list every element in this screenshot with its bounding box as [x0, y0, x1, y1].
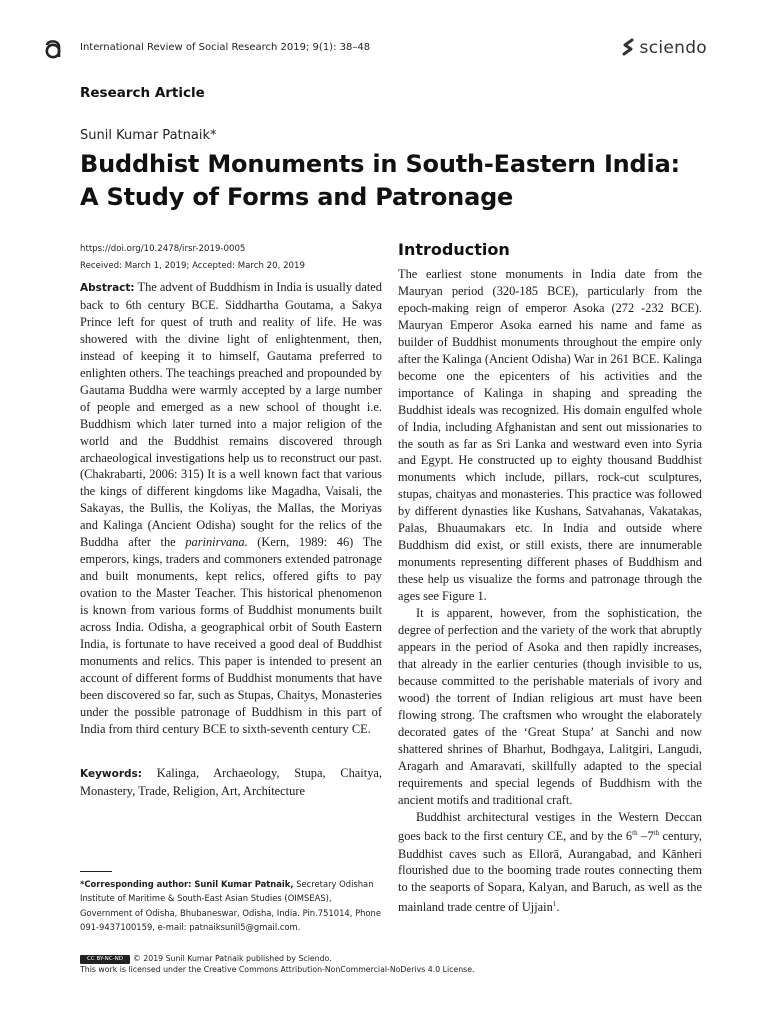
introduction-body: [398, 266, 702, 916]
doi-link[interactable]: https://doi.org/10.2478/irsr-2019-0005: [80, 244, 246, 254]
article-meta: [80, 241, 305, 275]
intro-p3-a: Buddhist architectural vestiges in the Western Deccan goes back to the first century CE, and by the 6: [398, 809, 702, 844]
intro-p3-sup2: th: [653, 829, 659, 838]
abstract-label: Abstract:: [80, 282, 135, 294]
title-line-1: Buddhist Monuments in South-Eastern India:: [80, 150, 680, 178]
copyright-line: © 2019 Sunil Kumar Patnaik published by Sciendo.: [133, 954, 332, 963]
publisher-name: sciendo: [639, 38, 707, 58]
intro-paragraph-1: The earliest stone monuments in India date from the Mauryan period (320-185 BCE), particularly from the epoch-making reign of emperor Asoka (272 -232 BCE). Mauryan Emperor Asoka earned his name and fame as builder of Buddhist monuments throughout the empire only after the Kalinga (Ancient Odisha) War in 261 BCE. Kalinga become one the epicenters of his activities and the importance of Kalinga in shaping and spreading the Buddhist ideals was recognized. His domain engulfed whole of India, including Afghanistan and sent out missionaries to the south as far as Sri Lanka and westward even into Syria and Egypt. He constructed up to eighty thousand Buddhist monuments which include, pillars, rock-cut sculptures, stupas, chaityas and monasteries. This practice was followed by different dynasties like Kushans, Satvahanas, Vakatakas, Palas, Bhuaumakars etc. In India and outside where Buddhism did exist, or still exists, there are innumerable monuments representing different phases of Buddhism and these help us visualize the forms and patronage through the ages see Figure 1.: [398, 267, 702, 604]
intro-p3-d: .: [556, 900, 560, 915]
intro-p3-sup3: 1: [552, 900, 557, 909]
keywords: [80, 765, 382, 800]
section-heading-introduction: Introduction: [398, 240, 510, 259]
article-type: Research Article: [80, 85, 205, 101]
cc-license-badge[interactable]: CC BY-NC-ND: [80, 955, 130, 964]
license-statement: [80, 953, 475, 975]
footnote-text: Secretary Odishan Institute of Maritime & South-East Asian Studies (OIMSEAS), Government of Odisha, Bhubaneswar, Odisha, India. Pin.751014, Phone 091-9437100159, e-mail: patnaiksunil5@gmail.com.: [80, 879, 382, 932]
open-access-icon: [42, 38, 64, 60]
article-title: [80, 148, 720, 214]
abstract-text-1: The advent of Buddhism in India is usually dated back to 6th century BCE. Siddhartha Goutama, a Sakya Prince left for quest of truth and reality of life. He was showered with the divine light of enlightenment, then, instead of keeping it to himself, Gautama preferred to enlighten others. The teachings preached and propounded by Gautama Buddha were warmly accepted by a large number of people and emerged as a new school of thought i.e. Buddhism which later turned into a major religion of the world and the Buddhist remains discovered through archaeological investigations help us to reconstruct our past. (Chakrabarti, 2006: 315) It is a well known fact that various the kings of different kingdoms like Magadha, Vaisali, the Sakayas, the Bullis, the Koliyas, the Mallas, the Moriyas and Kalinga (Ancient Odisha) sought for the relics of the Buddha after the: [80, 280, 382, 550]
license-line: This work is licensed under the Creative Commons Attribution-NonCommercial-NoDerivs 4.0 License.: [80, 965, 475, 974]
journal-reference: International Review of Social Research 2019; 9(1): 38–48: [80, 42, 371, 53]
publisher-logo: [621, 36, 707, 60]
journal-header: [42, 34, 707, 62]
intro-paragraph-3: [398, 809, 702, 917]
intro-paragraph-2: It is apparent, however, from the sophistication, the degree of perfection and the variety of the work that abruptly appears in the period of Asoka and then rapidly increases, that already in the earlier centuries (though invisible to us, because committed to the perishable materials of ivory and wood) the torrent of Indian religious art must have been flowing strong. The craftsmen who wrought the elaborately decorated gates of the ‘Great Stupa’ at Sanchi and now shattered shrines of Bharhut, Bodhgaya, Lalitgiri, Langudi, Aragarh and Amaravati, skillfully adapted to the special requirements and special legends of Buddhism with the ancient motifs and traditional craft.: [398, 606, 702, 807]
keywords-label: Keywords:: [80, 768, 142, 780]
intro-p3-sup1: th: [632, 829, 638, 838]
corresponding-author-footnote: [80, 877, 385, 934]
footnote-label: *Corresponding author: Sunil Kumar Patnaik,: [80, 879, 294, 889]
intro-p3-c: century, Buddhist caves such as Ellorā, Aurangabad, and Kānheri flourished due to the booming trade routes connecting them to the seaports of Sopara, Kalyan, and Baruch, as well as the mainland trade centre of Ujjain: [398, 829, 702, 915]
sciendo-mark-icon: [621, 37, 635, 59]
abstract-text-2: . (Kern, 1989: 46) The emperors, kings, traders and commoners extended patronage and built monuments, kept relics, offered gifts to pay ovation to the Master Teacher. This historical phenomenon is known from various forms of Buddhist monuments built across India. Odisha, a geographical orbit of South Eastern India, is fortunate to have received a good deal of Buddhist monuments and relics. This paper is intended to present an account of different forms of Buddhist monuments that have been discovered so far, such as Stupas, Chaitys, Monasteries under the possible patronage of Buddhism in this part of India from third century BCE to sixth-seventh century CE.: [80, 535, 382, 736]
footnote-rule: [80, 871, 112, 872]
title-line-2: A Study of Forms and Patronage: [80, 183, 514, 211]
intro-p3-b: –7: [637, 829, 654, 844]
author-name: Sunil Kumar Patnaik*: [80, 128, 217, 143]
received-dates: Received: March 1, 2019; Accepted: March 20, 2019: [80, 261, 305, 271]
abstract: [80, 279, 382, 738]
keywords-text: Kalinga, Archaeology, Stupa, Chaitya, Monastery, Trade, Religion, Art, Architecture: [80, 766, 382, 798]
abstract-italic-term: parinirvana: [185, 535, 245, 550]
